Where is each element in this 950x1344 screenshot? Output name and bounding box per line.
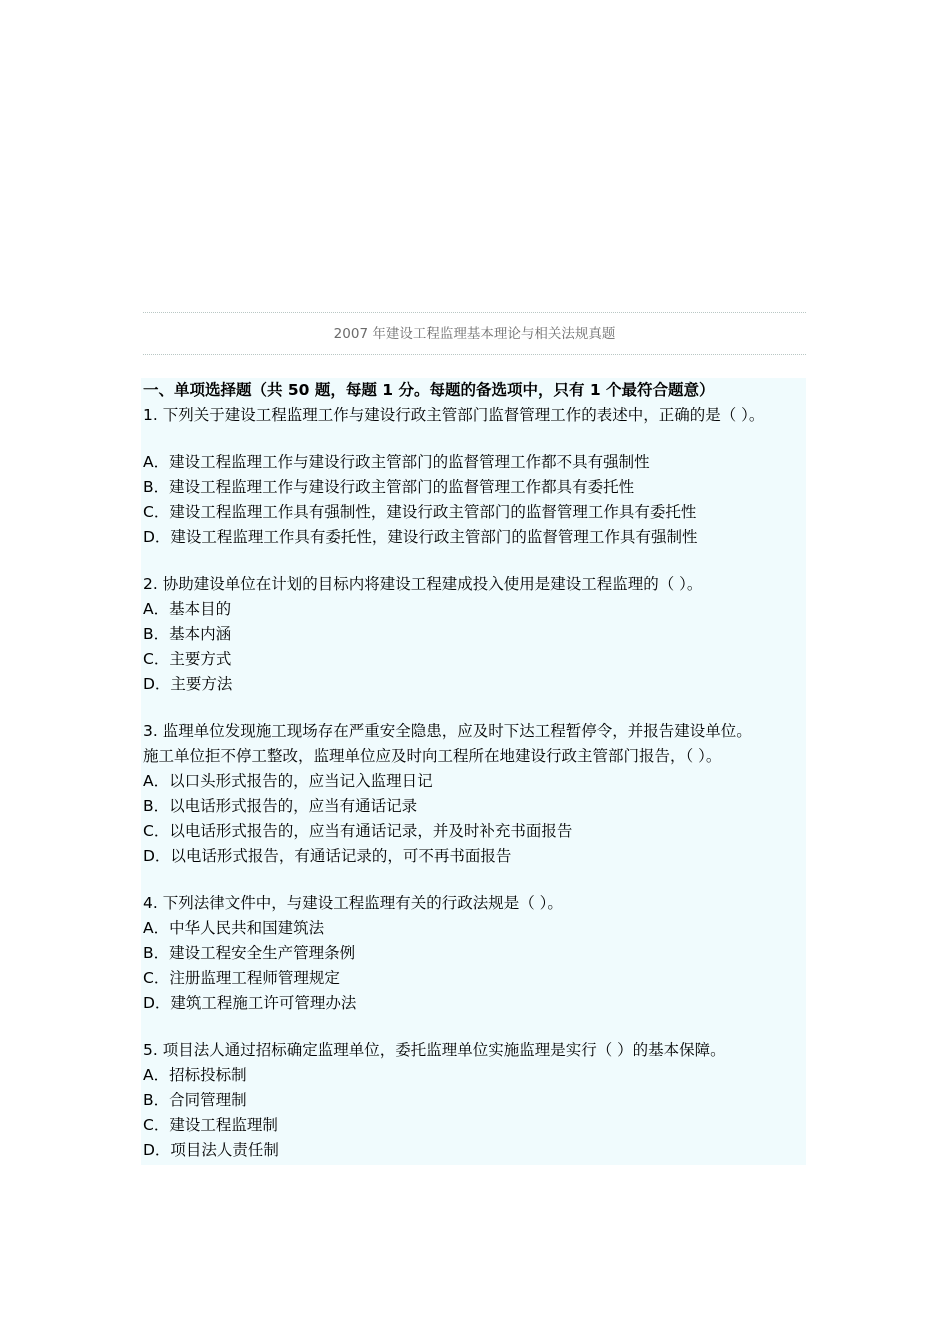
exam-content [143,378,823,1163]
question-1 [143,403,823,550]
question-2-text: 2. 协助建设单位在计划的目标内将建设工程建成投入使用是建设工程监理的（ ）。 [143,575,703,593]
question-5 [143,1038,823,1163]
question-3-option-a: A．以口头形式报告的，应当记入监理日记 [143,772,433,790]
question-3-text-line-1: 3. 监理单位发现施工现场存在严重安全隐患，应及时下达工程暂停令，并报告建设单位。 [143,722,752,740]
question-2-option-a: A．基本目的 [143,600,232,618]
question-gap [143,1016,823,1038]
question-3-text-line-2: 施工单位拒不停工整改，监理单位应及时向工程所在地建设行政主管部门报告，（ ）。 [143,747,722,765]
section-heading: 一、单项选择题（共 50 题，每题 1 分。每题的备选项中，只有 1 个最符合题意） [143,381,715,399]
question-2 [143,572,823,697]
question-5-option-c: C．建设工程监理制 [143,1116,278,1134]
question-gap [143,697,823,719]
question-5-text: 5. 项目法人通过招标确定监理单位，委托监理单位实施监理是实行（ ）的基本保障。 [143,1041,726,1059]
question-3-option-b: B．以电话形式报告的，应当有通话记录 [143,797,418,815]
question-2-option-b: B．基本内涵 [143,625,232,643]
title-top-rule [143,312,806,313]
title-bottom-rule [143,354,806,355]
question-3-option-d: D．以电话形式报告，有通话记录的，可不再书面报告 [143,847,512,865]
question-5-option-a: A．招标投标制 [143,1066,247,1084]
question-5-option-d: D．项目法人责任制 [143,1141,279,1159]
document-title: 2007 年建设工程监理基本理论与相关法规真题 [333,326,616,342]
question-1-gap [143,428,823,450]
question-1-option-d: D．建设工程监理工作具有委托性，建设行政主管部门的监督管理工作具有强制性 [143,528,698,546]
question-4-option-d: D．建筑工程施工许可管理办法 [143,994,357,1012]
question-1-option-b: B．建设工程监理工作与建设行政主管部门的监督管理工作都具有委托性 [143,478,635,496]
question-2-option-d: D．主要方法 [143,675,233,693]
question-1-option-a: A．建设工程监理工作与建设行政主管部门的监督管理工作都不具有强制性 [143,453,650,471]
question-4 [143,891,823,1016]
question-1-text: 1. 下列关于建设工程监理工作与建设行政主管部门监督管理工作的表述中，正确的是（ ）。 [143,406,765,424]
question-5-option-b: B．合同管理制 [143,1091,247,1109]
question-2-option-c: C．主要方式 [143,650,232,668]
question-gap [143,869,823,891]
question-1-option-c: C．建设工程监理工作具有强制性，建设行政主管部门的监督管理工作具有委托性 [143,503,697,521]
question-gap [143,550,823,572]
question-4-option-b: B．建设工程安全生产管理条例 [143,944,356,962]
question-3 [143,719,823,869]
question-4-option-a: A．中华人民共和国建筑法 [143,919,325,937]
question-4-text: 4. 下列法律文件中，与建设工程监理有关的行政法规是（ ）。 [143,894,563,912]
question-3-option-c: C．以电话形式报告的，应当有通话记录，并及时补充书面报告 [143,822,573,840]
question-4-option-c: C．注册监理工程师管理规定 [143,969,340,987]
